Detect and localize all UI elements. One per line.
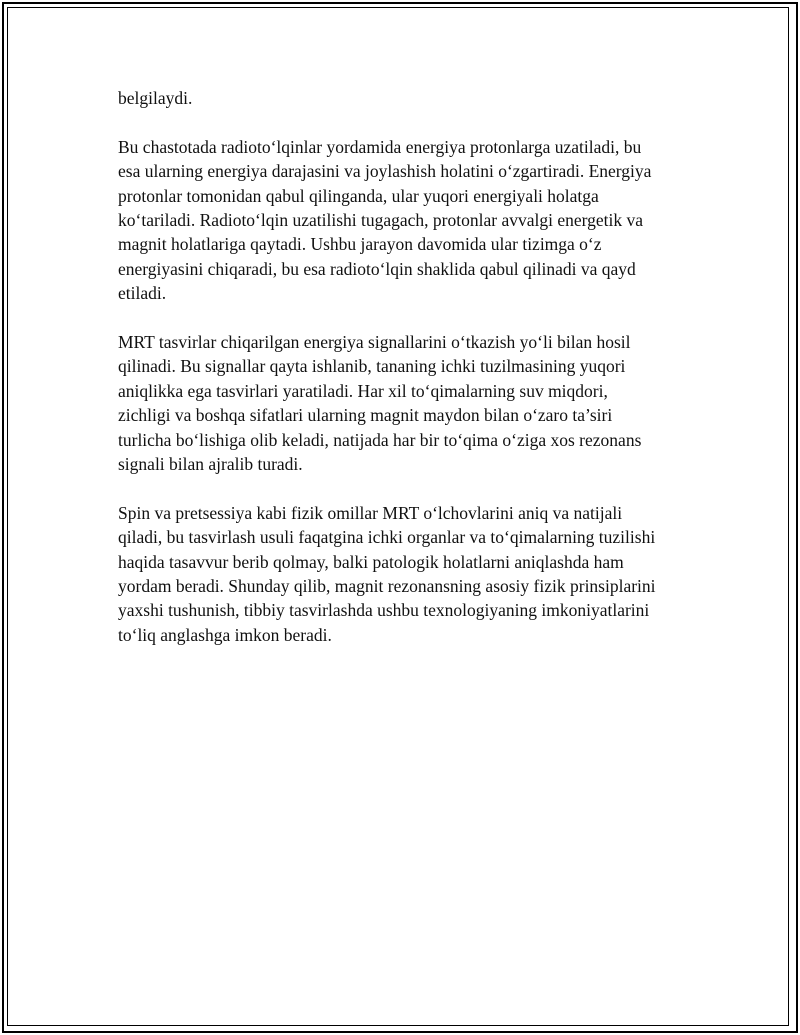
paragraph-2: Bu chastotada radioto‘lqinlar yordamida energiya protonlarga uzatiladi, bu esa ularning energiya darajasini va joylashish holatini o‘zgartiradi. Energiya protonlar tomonidan qabul qilinganda, ular yuqori energiyali holatga ko‘tariladi. Radioto‘lqin uzatilishi tugagach, protonlar avvalgi energetik va magnit holatlariga qaytadi. Ushbu jarayon davomida ular tizimga o‘z energiyasini chiqaradi, bu esa radioto‘lqin shaklida qabul qilinadi va qayd etiladi. xyxy=(118,136,652,304)
paragraph-1: belgilaydi. xyxy=(118,88,193,108)
paragraph-4: Spin va pretsessiya kabi fizik omillar MRT o‘lchovlarini aniq va natijali qiladi, bu tasvirlash usuli faqatgina ichki organlar va to‘qimalarning tuzilishi haqida tasavvur berib qolmay, balki patologik holatlarni aniqlashda ham yordam beradi. Shunday qilib, magnit rezonansning asosiy fizik prinsiplarini yaxshi tushunish, tibbiy tasvirlashda ushbu texnologiyaning imkoniyatlarini to‘liq anglashga imkon beradi. xyxy=(118,502,656,645)
document-body xyxy=(118,86,690,672)
paragraph-3: MRT tasvirlar chiqarilgan energiya signallarini o‘tkazish yo‘li bilan hosil qilinadi. Bu signallar qayta ishlanib, tananing ichki tuzilmasining yuqori aniqlikka ega tasvirlari yaratiladi. Har xil to‘qimalarning suv miqdori, zichligi va boshqa sifatlari ularning magnit maydon bilan o‘zaro ta’siri turlicha bo‘lishiga olib keladi, natijada har bir to‘qima o‘ziga xos rezonans signali bilan ajralib turadi. xyxy=(118,332,642,475)
